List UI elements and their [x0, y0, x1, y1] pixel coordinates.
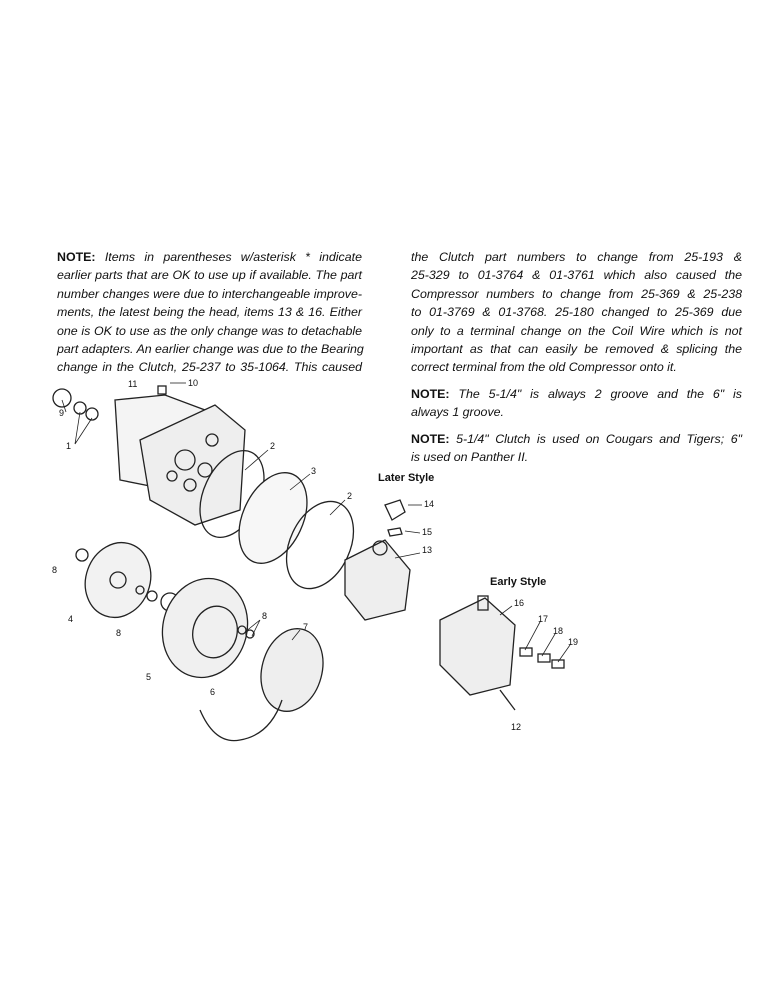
- callout-11: 11: [128, 379, 138, 389]
- callout-8c: 8: [262, 611, 268, 621]
- note-column-left: NOTE: Items in parentheses w/asterisk * indicate earlier parts that are OK to use up if available. The part number changes were due to interchangeable improve- ments, the latest being the head, items 13 & 16. Either one is OK to use as the only change was to detachable part adapters. An earlier change was due to the Bearing change in the Clutch, 25-237 to 35-1064. This caused: [57, 250, 364, 375]
- callout-19: 19: [568, 637, 579, 647]
- coil-7: [252, 622, 332, 719]
- callout-4: 4: [68, 614, 74, 624]
- plug-11: [158, 386, 166, 394]
- callout-2b: 2: [347, 491, 353, 501]
- callout-17: 17: [538, 614, 549, 624]
- callout-13: 13: [422, 545, 433, 555]
- callout-14: 14: [424, 499, 435, 509]
- note-column-right: the Clutch part numbers to change from 25-193 & 25-329 to 01-3764 & 01-3761 which also caused the Compressor numbers to change from 25-369 & 25-238 to 01-3769 & 01-3768. 25-180 changed to 25-369 due only to a terminal change on the Coil Wire which is not important as that can easily be removed & splicing the correct terminal from the old Compressor onto it. NOTE: The 5-1/4" is always 2 groove and the 6" is always 1 groove. NOTE: 5-1/4" Clutch is used on Cougars and Tigers; 6" is used on Panther II.: [411, 250, 742, 465]
- callout-8b: 8: [116, 628, 122, 638]
- compressor-body: [115, 395, 245, 525]
- callout-2: 2: [270, 441, 276, 451]
- coil-wire: [200, 700, 282, 741]
- callout-16: 16: [514, 598, 525, 608]
- nut-8: [76, 549, 88, 561]
- callout-12: 12: [511, 722, 522, 732]
- fitting-14: [385, 500, 405, 520]
- clutch-plate-4: [75, 533, 161, 626]
- callout-10: 10: [188, 378, 199, 388]
- note-grooves: NOTE: The 5-1/4" is always 2 groove and the 6" is: [411, 386, 742, 401]
- callout-6: 6: [210, 687, 216, 697]
- note-models: NOTE: 5-1/4" Clutch is used on Cougars and Tigers; 6": [411, 431, 742, 446]
- callout-15: 15: [422, 527, 433, 537]
- snap-ring-9: [53, 389, 71, 407]
- callout-9: 9: [59, 408, 65, 418]
- callout-8a: 8: [52, 565, 58, 575]
- pulley-5: [151, 569, 258, 687]
- early-style-label: Early Style: [490, 576, 547, 588]
- bolt-12: [500, 690, 515, 710]
- callout-1: 1: [66, 441, 72, 451]
- oring-15: [388, 528, 402, 536]
- later-style-label: Later Style: [378, 472, 435, 484]
- callout-7: 7: [303, 622, 309, 632]
- callout-18: 18: [553, 626, 564, 636]
- callout-5: 5: [146, 672, 152, 682]
- note-label: NOTE:: [57, 250, 96, 264]
- head-13: [345, 540, 410, 620]
- callout-3: 3: [311, 466, 317, 476]
